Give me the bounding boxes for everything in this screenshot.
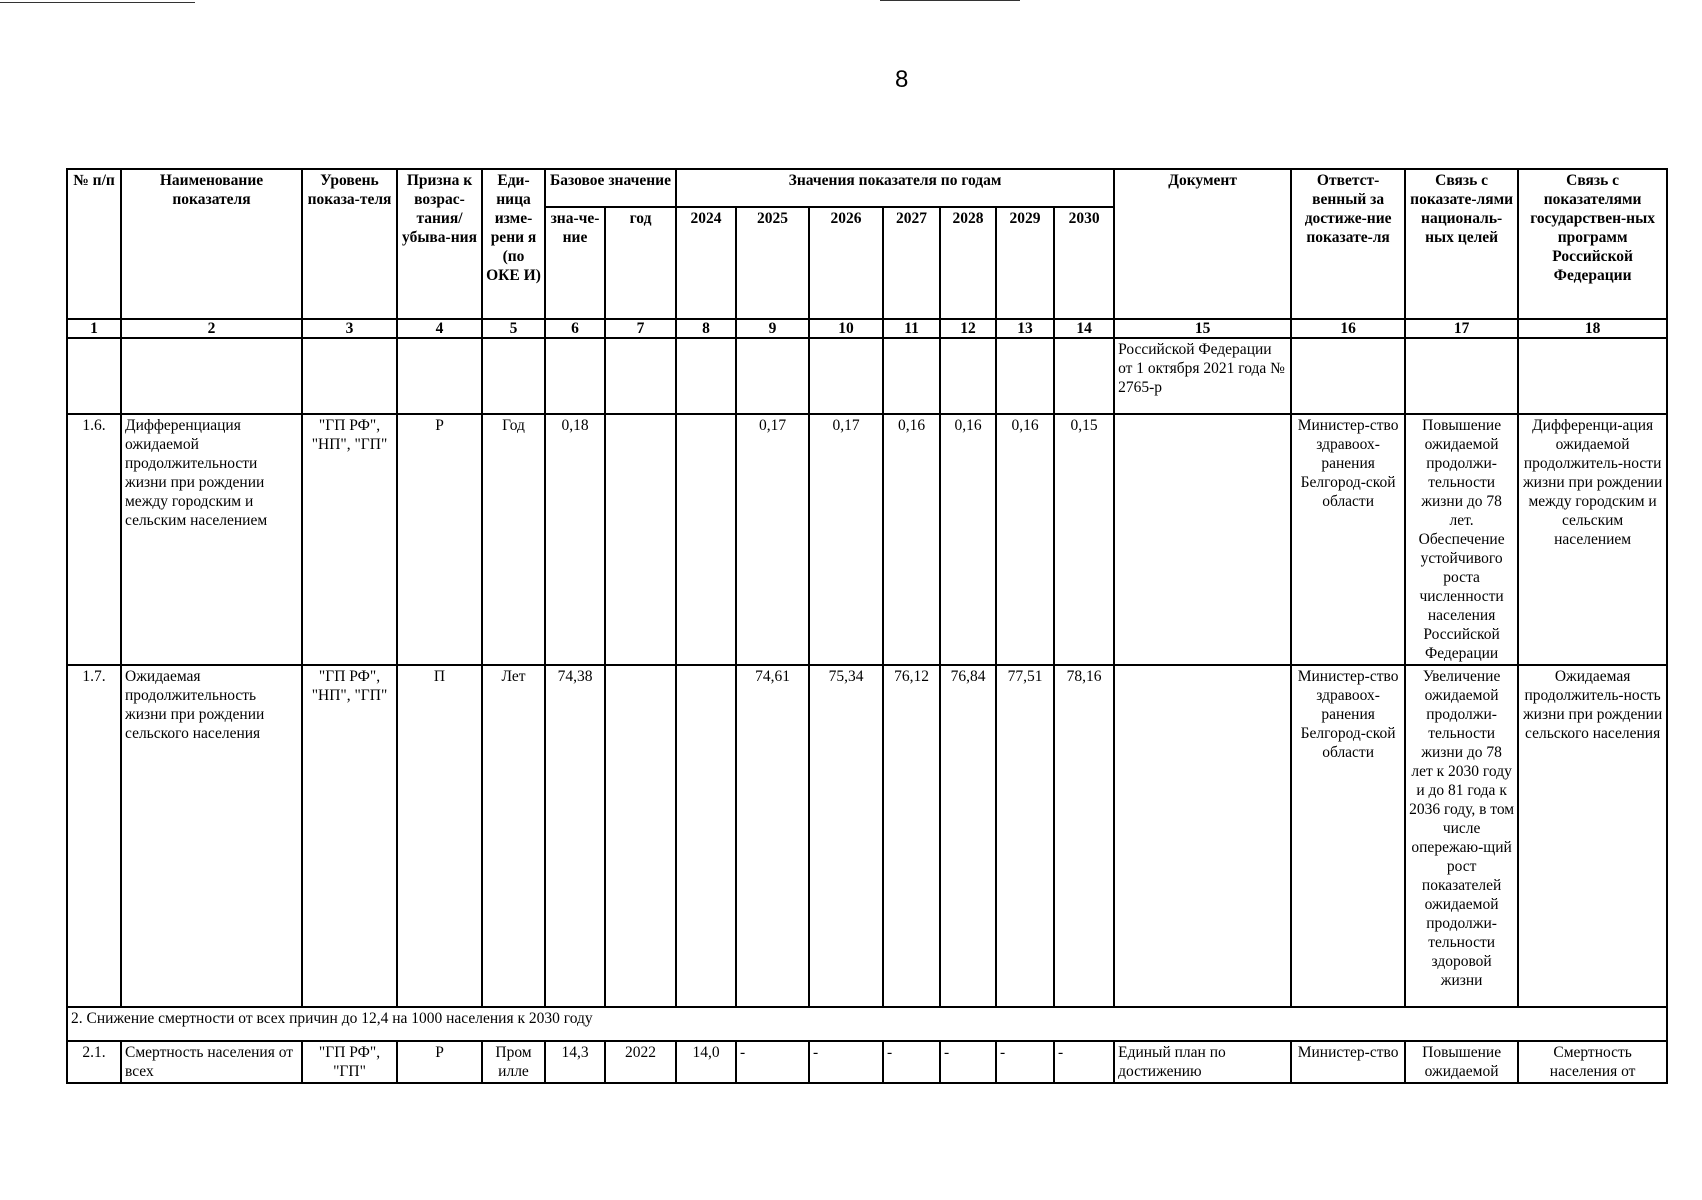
cell-year-value [676, 414, 736, 665]
cell-base-value: 74,38 [545, 665, 605, 1007]
cell-year-value: - [1054, 1041, 1114, 1083]
header-row-top [67, 169, 1667, 207]
cell-level: "ГП РФ", "ГП" [302, 1041, 397, 1083]
header-link-state: Связь с показателями государствен-ных программ Российской Федерации [1518, 169, 1667, 319]
cell-empty [397, 338, 482, 414]
cell-level: "ГП РФ", "НП", "ГП" [302, 414, 397, 665]
column-number: 2 [121, 319, 302, 338]
cell-year-value: 0,16 [883, 414, 940, 665]
table-row [67, 665, 1667, 1007]
cell-num: 1.7. [67, 665, 121, 1007]
header-num: № п/п [67, 169, 121, 319]
cell-empty [1405, 338, 1518, 414]
column-number: 5 [482, 319, 545, 338]
column-number: 18 [1518, 319, 1667, 338]
header-base-value: зна-че-ние [545, 207, 605, 319]
cell-empty [676, 338, 736, 414]
cell-empty [809, 338, 883, 414]
cell-year-value: 0,17 [809, 414, 883, 665]
cell-base-year [605, 665, 676, 1007]
cell-sign: Р [397, 1041, 482, 1083]
header-year: 2027 [883, 207, 940, 319]
column-number: 13 [996, 319, 1054, 338]
cell-document: Единый план по достижению [1114, 1041, 1291, 1083]
cell-link-state: Дифференци-ация ожидаемой продолжитель-ности жизни при рождении между городским и сельским населением [1518, 414, 1667, 665]
cell-year-value: 76,12 [883, 665, 940, 1007]
cell-document [1114, 414, 1291, 665]
header-year: 2024 [676, 207, 736, 319]
cell-year-value: 76,84 [940, 665, 996, 1007]
column-number: 15 [1114, 319, 1291, 338]
cell-empty [67, 338, 121, 414]
table-row [67, 414, 1667, 665]
header-year: 2029 [996, 207, 1054, 319]
cell-link-state: Ожидаемая продолжитель-ность жизни при рождении сельского населения [1518, 665, 1667, 1007]
cell-year-value: - [736, 1041, 809, 1083]
cell-empty [1518, 338, 1667, 414]
header-year: 2025 [736, 207, 809, 319]
cell-empty [1054, 338, 1114, 414]
cell-year-value: 0,17 [736, 414, 809, 665]
cell-sign: П [397, 665, 482, 1007]
cell-level: "ГП РФ", "НП", "ГП" [302, 665, 397, 1007]
cell-year-value: 75,34 [809, 665, 883, 1007]
cell-base-year: 2022 [605, 1041, 676, 1083]
cell-link-national: Повышение ожидаемой продолжи-тельности жизни до 78 лет. Обеспечение устойчивого роста численности населения Российской Федерации [1405, 414, 1518, 665]
column-number: 16 [1291, 319, 1405, 338]
column-number: 12 [940, 319, 996, 338]
header-year: 2026 [809, 207, 883, 319]
column-number: 10 [809, 319, 883, 338]
cell-year-value: 78,16 [1054, 665, 1114, 1007]
cell-empty [302, 338, 397, 414]
cell-year-value: 74,61 [736, 665, 809, 1007]
section-title: 2. Снижение смертности от всех причин до 12,4 на 1000 населения к 2030 году [67, 1007, 1667, 1041]
cell-num: 2.1. [67, 1041, 121, 1083]
cell-unit: Год [482, 414, 545, 665]
table-row [67, 1041, 1667, 1083]
indicators-table [66, 168, 1668, 1084]
cell-year-value [676, 665, 736, 1007]
cell-sign: Р [397, 414, 482, 665]
column-number: 9 [736, 319, 809, 338]
column-number: 4 [397, 319, 482, 338]
cell-name: Ожидаемая продолжительность жизни при рождении сельского населения [121, 665, 302, 1007]
cell-empty [996, 338, 1054, 414]
cell-empty [736, 338, 809, 414]
column-number: 14 [1054, 319, 1114, 338]
table-row-continuation [67, 338, 1667, 414]
cell-year-value: 0,16 [996, 414, 1054, 665]
cell-year-value: - [940, 1041, 996, 1083]
cell-document [1114, 665, 1291, 1007]
header-year: 2030 [1054, 207, 1114, 319]
cell-year-value: 77,51 [996, 665, 1054, 1007]
section-row [67, 1007, 1667, 1041]
header-base-year: год [605, 207, 676, 319]
header-unit: Еди-ница изме-рени я (по ОКЕ И) [482, 169, 545, 319]
column-number: 17 [1405, 319, 1518, 338]
column-number: 7 [605, 319, 676, 338]
cell-empty [1291, 338, 1405, 414]
cell-year-value: - [996, 1041, 1054, 1083]
header-responsible: Ответст-венный за достиже-ние показате-ля [1291, 169, 1405, 319]
header-year: 2028 [940, 207, 996, 319]
cell-empty [940, 338, 996, 414]
scan-artifact-line [0, 2, 195, 3]
cell-link-national: Увеличение ожидаемой продолжи-тельности жизни до 78 лет к 2030 году и до 81 года к 2036 году, в том числе опережаю-щий рост показателей ожидаемой продолжи-тельности здоровой жизни [1405, 665, 1518, 1007]
column-number: 3 [302, 319, 397, 338]
cell-base-value: 14,3 [545, 1041, 605, 1083]
cell-year-value: 14,0 [676, 1041, 736, 1083]
header-document: Документ [1114, 169, 1291, 319]
header-sign: Призна к возрас-тания/ убыва-ния [397, 169, 482, 319]
cell-empty [545, 338, 605, 414]
header-name: Наименование показателя [121, 169, 302, 319]
header-link-national: Связь с показате-лями националь-ных целей [1405, 169, 1518, 319]
cell-num: 1.6. [67, 414, 121, 665]
cell-base-value: 0,18 [545, 414, 605, 665]
cell-base-year [605, 414, 676, 665]
cell-year-value: 0,15 [1054, 414, 1114, 665]
header-years-group: Значения показателя по годам [676, 169, 1114, 207]
cell-responsible: Министер-ство [1291, 1041, 1405, 1083]
cell-year-value: - [883, 1041, 940, 1083]
header-base: Базовое значение [545, 169, 676, 207]
cell-empty [121, 338, 302, 414]
page-number: 8 [895, 66, 909, 93]
cell-document: Российской Федерации от 1 октября 2021 года № 2765-р [1114, 338, 1291, 414]
cell-unit: Лет [482, 665, 545, 1007]
cell-unit: Пром илле [482, 1041, 545, 1083]
column-number: 1 [67, 319, 121, 338]
column-number: 8 [676, 319, 736, 338]
cell-responsible: Министер-ство здравоох-ранения Белгород-ской области [1291, 414, 1405, 665]
cell-responsible: Министер-ство здравоох-ранения Белгород-ской области [1291, 665, 1405, 1007]
header-level: Уровень показа-теля [302, 169, 397, 319]
cell-year-value: 0,16 [940, 414, 996, 665]
column-number: 11 [883, 319, 940, 338]
cell-empty [883, 338, 940, 414]
cell-empty [605, 338, 676, 414]
cell-link-state: Смертность населения от [1518, 1041, 1667, 1083]
cell-name: Дифференциация ожидаемой продолжительности жизни при рождении между городским и сельским населением [121, 414, 302, 665]
scan-artifact-line [880, 0, 1020, 1]
cell-empty [482, 338, 545, 414]
cell-year-value: - [809, 1041, 883, 1083]
cell-link-national: Повышение ожидаемой [1405, 1041, 1518, 1083]
column-numbers-row [67, 319, 1667, 338]
cell-name: Смертность населения от всех [121, 1041, 302, 1083]
column-number: 6 [545, 319, 605, 338]
